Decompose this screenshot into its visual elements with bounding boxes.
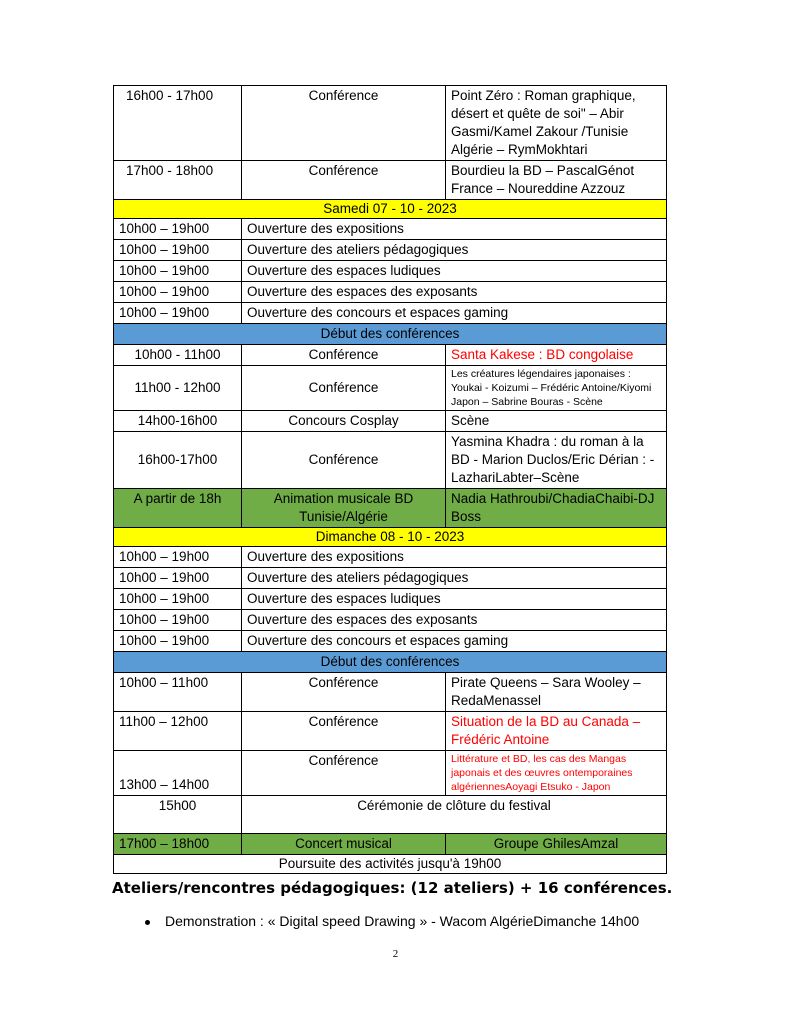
type-cell: Conférence: [242, 161, 446, 200]
schedule-table: [113, 85, 667, 874]
time-cell: 13h00 – 14h00: [114, 751, 242, 796]
table-row: [114, 631, 667, 652]
day-header: Samedi 07 - 10 - 2023: [114, 200, 667, 219]
type-cell: Conférence: [242, 751, 446, 796]
conference-header: Début des conférences: [114, 652, 667, 673]
opening-label: Ouverture des espaces ludiques: [242, 261, 667, 282]
time-cell: 10h00 – 19h00: [114, 631, 242, 652]
time-cell: 10h00 – 19h00: [114, 303, 242, 324]
type-cell: Concert musical: [242, 834, 446, 855]
time-cell: 10h00 - 11h00: [114, 345, 242, 366]
table-row: [114, 751, 667, 796]
desc-cell: Point Zéro : Roman graphique, désert et quête de soi" – Abir Gasmi/Kamel Zakour /Tunisie Algérie – RymMokhtari: [446, 86, 667, 161]
opening-label: Ouverture des expositions: [242, 547, 667, 568]
table-row: [114, 282, 667, 303]
final-note: Poursuite des activités jusqu'à 19h00: [114, 855, 667, 874]
table-row: [114, 712, 667, 751]
table-row: [114, 303, 667, 324]
opening-label: Ouverture des expositions: [242, 219, 667, 240]
table-row: [114, 366, 667, 411]
time-cell: 11h00 – 12h00: [114, 712, 242, 751]
table-row: [114, 261, 667, 282]
table-row: [114, 589, 667, 610]
table-row: [114, 240, 667, 261]
desc-cell: Les créatures légendaires japonaises : Youkai - Koizumi – Frédéric Antoine/Kiyomi Japon – Sabrine Bouras - Scène: [446, 366, 667, 411]
conference-header-row: [114, 652, 667, 673]
time-cell: 10h00 – 19h00: [114, 547, 242, 568]
table-row: [114, 568, 667, 589]
table-row: [114, 796, 667, 834]
desc-cell: Groupe GhilesAmzal: [446, 834, 667, 855]
time-cell: 11h00 - 12h00: [114, 366, 242, 411]
opening-label: Ouverture des ateliers pédagogiques: [242, 568, 667, 589]
type-cell: Concours Cosplay: [242, 411, 446, 432]
time-cell: 17h00 – 18h00: [114, 834, 242, 855]
time-cell: 16h00 - 17h00: [114, 86, 242, 161]
table-row: [114, 345, 667, 366]
opening-label: Ouverture des espaces des exposants: [242, 610, 667, 631]
time-cell: 17h00 - 18h00: [114, 161, 242, 200]
time-cell: A partir de 18h: [114, 489, 242, 528]
day-header-row: [114, 528, 667, 547]
bullet-text: Demonstration : « Digital speed Drawing » - Wacom AlgérieDimanche 14h00: [165, 913, 640, 929]
table-row: [114, 161, 667, 200]
opening-label: Ouverture des ateliers pédagogiques: [242, 240, 667, 261]
table-row: [114, 86, 667, 161]
type-cell: Conférence: [242, 366, 446, 411]
time-cell: 10h00 – 19h00: [114, 589, 242, 610]
time-cell: 14h00-16h00: [114, 411, 242, 432]
time-cell: 10h00 – 19h00: [114, 240, 242, 261]
day-header-row: [114, 200, 667, 219]
desc-cell: Nadia Hathroubi/ChadiaChaibi-DJ Boss: [446, 489, 667, 528]
day-header: Dimanche 08 - 10 - 2023: [114, 528, 667, 547]
table-row: [114, 834, 667, 855]
conference-header: Début des conférences: [114, 324, 667, 345]
table-row: [114, 432, 667, 489]
closing-label: Cérémonie de clôture du festival: [242, 796, 667, 834]
desc-cell: Bourdieu la BD – PascalGénot France – Noureddine Azzouz: [446, 161, 667, 200]
page-number: 2: [392, 948, 399, 960]
type-cell: Conférence: [242, 86, 446, 161]
table-row: [114, 489, 667, 528]
time-cell: 16h00-17h00: [114, 432, 242, 489]
time-cell: 10h00 – 19h00: [114, 568, 242, 589]
desc-cell: Pirate Queens – Sara Wooley – RedaMenassel: [446, 673, 667, 712]
table-row: [114, 610, 667, 631]
type-cell: Animation musicale BD Tunisie/Algérie: [242, 489, 446, 528]
desc-cell: Santa Kakese : BD congolaise: [446, 345, 667, 366]
opening-label: Ouverture des concours et espaces gaming: [242, 631, 667, 652]
time-cell: 10h00 – 11h00: [114, 673, 242, 712]
table-row: [114, 673, 667, 712]
opening-label: Ouverture des concours et espaces gaming: [242, 303, 667, 324]
table-row: [114, 219, 667, 240]
type-cell: Conférence: [242, 673, 446, 712]
desc-cell: Situation de la BD au Canada – Frédéric Antoine: [446, 712, 667, 751]
table-row: [114, 547, 667, 568]
desc-cell: Scène: [446, 411, 667, 432]
table-row: [114, 411, 667, 432]
opening-label: Ouverture des espaces ludiques: [242, 589, 667, 610]
type-cell: Conférence: [242, 712, 446, 751]
ateliers-summary: Ateliers/rencontres pédagogiques: (12 ateliers) + 16 conférences.: [112, 879, 673, 897]
time-cell: 10h00 – 19h00: [114, 219, 242, 240]
type-cell: Conférence: [242, 345, 446, 366]
desc-cell: Littérature et BD, les cas des Mangas japonais et des œuvres ontemporaines algériennesAoyagi Etsuko - Japon: [446, 751, 667, 796]
time-cell: 10h00 – 19h00: [114, 282, 242, 303]
desc-cell: Yasmina Khadra : du roman à la BD - Marion Duclos/Eric Dérian : - LazhariLabter–Scène: [446, 432, 667, 489]
table-row: [114, 855, 667, 874]
time-cell: 10h00 – 19h00: [114, 610, 242, 631]
bullet-icon: [145, 920, 150, 925]
time-cell: 15h00: [114, 796, 242, 834]
opening-label: Ouverture des espaces des exposants: [242, 282, 667, 303]
conference-header-row: [114, 324, 667, 345]
type-cell: Conférence: [242, 432, 446, 489]
time-cell: 10h00 – 19h00: [114, 261, 242, 282]
list-item: [145, 913, 639, 929]
